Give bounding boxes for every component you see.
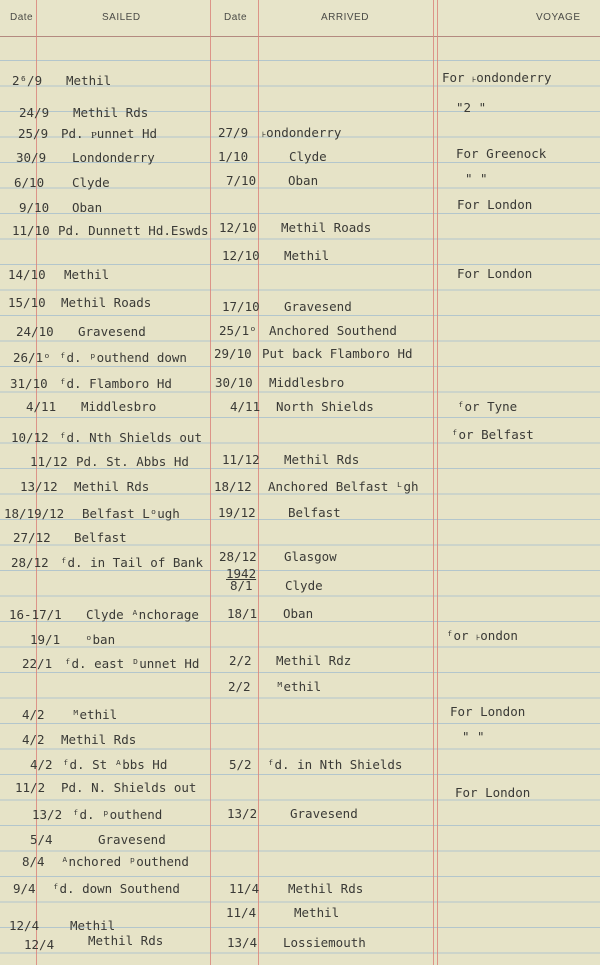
arrived-date: 27/9 (218, 125, 249, 140)
arrived-date: 13/2 (227, 806, 258, 821)
sailed-place: Pd. Dunnett Hd.Eswds (58, 223, 209, 238)
sailed-place: ᶠd. ᵖouthend (72, 807, 163, 822)
sailed-date: 13/12 (20, 479, 58, 494)
arrived-date: 4/11 (230, 399, 261, 414)
sailed-place: Belfast (74, 530, 127, 545)
sailed-date: 4/2 (22, 707, 45, 722)
year-marker: 1942 (226, 566, 257, 581)
ruled-column-line (210, 0, 211, 965)
voyage-destination: ᶠor Tyne (457, 399, 518, 414)
sailed-place: Methil Rds (74, 479, 150, 494)
arrived-date: 18/12 (214, 479, 252, 494)
sailed-place: Pd. N. Shields out (61, 780, 197, 795)
voyage-destination: For ˫ondonderry (442, 70, 552, 85)
sailed-date: 11/12 (30, 454, 68, 469)
header-date-sailed: Date (10, 12, 34, 23)
sailed-date: 4/2 (30, 757, 53, 772)
arrived-place: Methil (284, 248, 330, 263)
arrived-place: Methil Rds (284, 452, 360, 467)
arrived-date: 12/10 (219, 220, 257, 235)
sailed-place: ᴹethil (72, 707, 118, 722)
arrived-date: 7/10 (226, 173, 257, 188)
header-date-arrived: Date (224, 12, 248, 23)
sailed-place: Gravesend (78, 324, 146, 339)
arrived-date: 18/1 (227, 606, 258, 621)
sailed-place: Methil Rds (61, 732, 137, 747)
header-sailed: SAILED (102, 12, 141, 23)
sailed-date: 9/10 (19, 200, 50, 215)
sailed-place: Methil (70, 918, 116, 933)
header-arrived: ARRIVED (321, 12, 369, 23)
sailed-date: 2⁶/9 (12, 73, 43, 88)
sailed-date: 22/1 (22, 656, 53, 671)
voyage-destination: For London (457, 266, 533, 281)
arrived-place: Methil Rds (288, 881, 364, 896)
arrived-place: Anchored Southend (269, 323, 397, 338)
sailed-date: 15/10 (8, 295, 46, 310)
voyage-destination: " " (465, 171, 488, 186)
sailed-place: ᶠd. St ᴬbbs Hd (62, 757, 168, 772)
arrived-date: 12/10 (222, 248, 260, 263)
arrived-place: Clyde (289, 149, 327, 164)
voyage-destination: ᶠor ˫ondon (446, 628, 518, 643)
arrived-place: Oban (283, 606, 314, 621)
arrived-place: Lossiemouth (283, 935, 366, 950)
sailed-date: 12/4 (9, 918, 40, 933)
sailed-date: 26/1ᵒ (13, 350, 51, 365)
arrived-place: Belfast (288, 505, 341, 520)
arrived-date: 5/2 (229, 757, 252, 772)
arrived-place: Methil Roads (281, 220, 372, 235)
sailed-date: 31/10 (10, 376, 48, 391)
sailed-date: 4/2 (22, 732, 45, 747)
arrived-date: 19/12 (218, 505, 256, 520)
arrived-date: 11/4 (229, 881, 260, 896)
arrived-date: 30/10 (215, 375, 253, 390)
arrived-place: Oban (288, 173, 319, 188)
arrived-place: Methil Rdz (276, 653, 352, 668)
sailed-date: 11/10 (12, 223, 50, 238)
voyage-destination: "2 " (456, 100, 487, 115)
column-header-row (0, 0, 600, 37)
arrived-date: 1/10 (218, 149, 249, 164)
sailed-date: 8/4 (22, 854, 45, 869)
arrived-place: Put back Flamboro Hd (262, 346, 413, 361)
arrived-date: 29/10 (214, 346, 252, 361)
sailed-place: ᶠd. east ᴰunnet Hd (64, 656, 200, 671)
sailed-date: 24/9 (19, 105, 50, 120)
voyage-destination: For London (457, 197, 533, 212)
arrived-date: 28/12 (219, 549, 257, 564)
voyage-destination: ᶠor Belfast (451, 427, 534, 442)
voyage-destination: " " (462, 729, 485, 744)
sailed-date: 13/2 (32, 807, 63, 822)
ruled-column-line (437, 0, 438, 965)
voyage-destination: For London (455, 785, 531, 800)
arrived-place: Glasgow (284, 549, 337, 564)
sailed-place: Methil (64, 267, 110, 282)
ruled-column-line (433, 0, 434, 965)
arrived-place: Middlesbro (269, 375, 345, 390)
arrived-place: ᶠd. in Nth Shields (267, 757, 403, 772)
sailed-date: 9/4 (13, 881, 36, 896)
arrived-place: Methil (294, 905, 340, 920)
arrived-date: 2/2 (228, 679, 251, 694)
sailed-place: Pd. ᴘunnet Hd (61, 126, 158, 141)
arrived-place: Gravesend (284, 299, 352, 314)
sailed-place: Clyde ᴬnchorage (86, 607, 199, 622)
sailed-place: Methil Roads (61, 295, 152, 310)
arrived-date: 13/4 (227, 935, 258, 950)
sailed-date: 18/19/12 (4, 506, 65, 521)
arrived-place: ᴹethil (276, 679, 322, 694)
sailed-place: Belfast Lᵒugh (82, 506, 180, 521)
sailed-date: 5/4 (30, 832, 53, 847)
arrived-date: 8/1 (230, 578, 253, 593)
sailed-date: 10/12 (11, 430, 49, 445)
sailed-date: 6/10 (14, 175, 45, 190)
sailed-date: 4/11 (26, 399, 57, 414)
sailed-place: Pd. St. Abbs Hd (76, 454, 189, 469)
voyage-destination: For Greenock (456, 146, 547, 161)
arrived-place: Clyde (285, 578, 323, 593)
sailed-place: ᶠd. down Southend (52, 881, 180, 896)
sailed-date: 16-17/1 (9, 607, 62, 622)
sailed-place: Methil (66, 73, 112, 88)
sailed-place: Gravesend (98, 832, 166, 847)
sailed-date: 19/1 (30, 632, 61, 647)
sailed-date: 25/9 (18, 126, 49, 141)
sailed-date: 14/10 (8, 267, 46, 282)
sailed-place: ᶠd. ᵖouthend down (59, 350, 187, 365)
sailed-place: ᶠd. Flamboro Hd (59, 376, 172, 391)
arrived-place: ˫ondonderry (262, 125, 342, 140)
sailed-place: Methil Rds (73, 105, 149, 120)
sailed-date: 24/10 (16, 324, 54, 339)
sailed-place: Middlesbro (81, 399, 157, 414)
sailed-date: 30/9 (16, 150, 47, 165)
arrived-date: 11/12 (222, 452, 260, 467)
arrived-place: Gravesend (290, 806, 358, 821)
sailed-date: 12/4 (24, 937, 55, 952)
arrived-date: 25/1ᵒ (219, 323, 257, 338)
sailed-place: Oban (72, 200, 103, 215)
sailed-place: Clyde (72, 175, 110, 190)
arrived-place: Anchored Belfast ᴸgh (268, 479, 419, 494)
sailed-place: ᴬnchored ᵖouthend (61, 854, 189, 869)
arrived-place: North Shields (276, 399, 374, 414)
sailed-place: ᵒban (85, 632, 116, 647)
sailed-date: 11/2 (15, 780, 46, 795)
arrived-date: 17/10 (222, 299, 260, 314)
ruled-column-line (258, 0, 259, 965)
sailed-place: Methil Rds (88, 933, 164, 948)
sailed-date: 28/12 (11, 555, 49, 570)
voyage-destination: For London (450, 704, 526, 719)
sailed-place: Londonderry (72, 150, 155, 165)
sailed-place: ᶠd. Nth Shields out (59, 430, 202, 445)
arrived-date: 2/2 (229, 653, 252, 668)
arrived-date: 11/4 (226, 905, 257, 920)
sailed-date: 27/12 (13, 530, 51, 545)
sailed-place: ᶠd. in Tail of Bank (60, 555, 203, 570)
header-voyage: VOYAGE (536, 12, 581, 23)
